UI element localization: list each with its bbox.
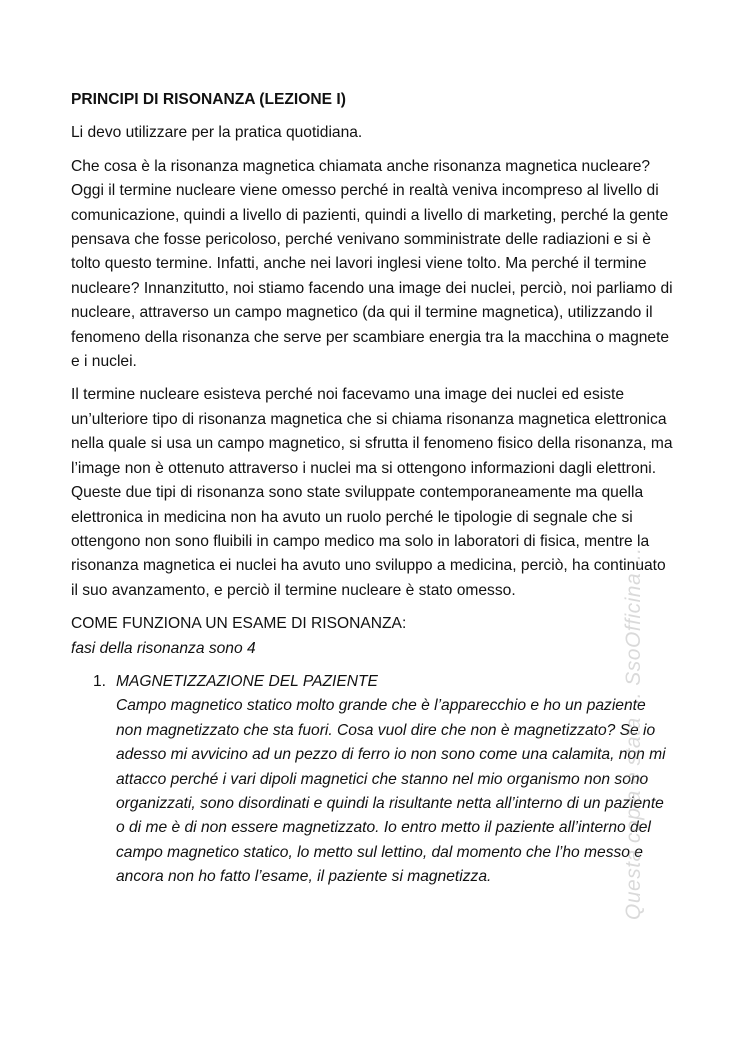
paragraph: Li devo utilizzare per la pratica quotidiana. (71, 124, 363, 142)
document-title: PRINCIPI DI RISONANZA (LEZIONE I) (71, 91, 346, 108)
list-item (71, 670, 675, 890)
list-item-title: MAGNETIZZAZIONE DEL PAZIENTE (116, 672, 378, 690)
watermark: Questa copia è stata ... SsoOfficina ... (622, 547, 645, 920)
document-page (71, 88, 675, 890)
paragraph: Che cosa è la risonanza magnetica chiamata anche risonanza magnetica nucleare? Oggi il termine nucleare viene omesso perché in realtà veniva incompreso al livello di comunicazione, quindi a livello di pazienti, quindi a livello di marketing, perché la gente pensava che fosse pericoloso, perché venivano somministrate delle radiazioni e si è tolto questo termine. Infatti, anche nei lavori inglesi viene tolto. Ma perché il termine nucleare? Innanzitutto, noi stiamo facendo una image dei nuclei, perciò, noi parliamo di nucleare, attraverso un campo magnetico (da qui il termine magnetica), utilizzando il fenomeno della risonanza che serve per scambiare energia tra la macchina o magnete e i nuclei. (71, 157, 673, 371)
steps-list (71, 670, 675, 890)
list-item-text: Campo magnetico statico molto grande che è l’apparecchio e ho un paziente non magnetizzato che sta fuori. Cosa vuol dire che non è magnetizzato? Se io adesso mi avvicino ad un pezzo di ferro io non sono come una calamita, non mi attacco perché i vari dipoli magnetici che stanno nel mio organismo non sono organizzati, sono disordinati e quindi la risultante netta all’interno di un paziente o di me è di non essere magnetizzato. Io entro metto il paziente all’interno del campo magnetico statico, lo metto sul lettino, dal momento che l’ho messo e ancora non ho fatto l’esame, il paziente si magnetizza. (116, 697, 666, 886)
section-subheading: fasi della risonanza sono 4 (71, 639, 256, 657)
paragraph: Il termine nucleare esisteva perché noi facevamo una image dei nuclei ed esiste un’ulteriore tipo di risonanza magnetica che si chiama risonanza magnetica elettronica nella quale si usa un campo magnetico, si sfrutta il fenomeno fisico della risonanza, ma l’image non è ottenuto attraverso i nuclei ma si ottengono informazioni dagli elettroni. Queste due tipi di risonanza sono state sviluppate contemporaneamente ma quella elettronica in medicina non ha avuto un ruolo perché le tipologie di segnale che si ottengono non sono fluibili in campo medico ma solo in laboratori di fisica, mentre la risonanza magnetica ei nuclei ha avuto uno sviluppo a medicina, perciò, ha continuato il suo avanzamento, e perciò il termine nucleare è stato omesso. (71, 386, 673, 599)
list-item-number: 1. (93, 672, 107, 690)
section-heading: COME FUNZIONA UN ESAME DI RISONANZA: (71, 615, 407, 633)
